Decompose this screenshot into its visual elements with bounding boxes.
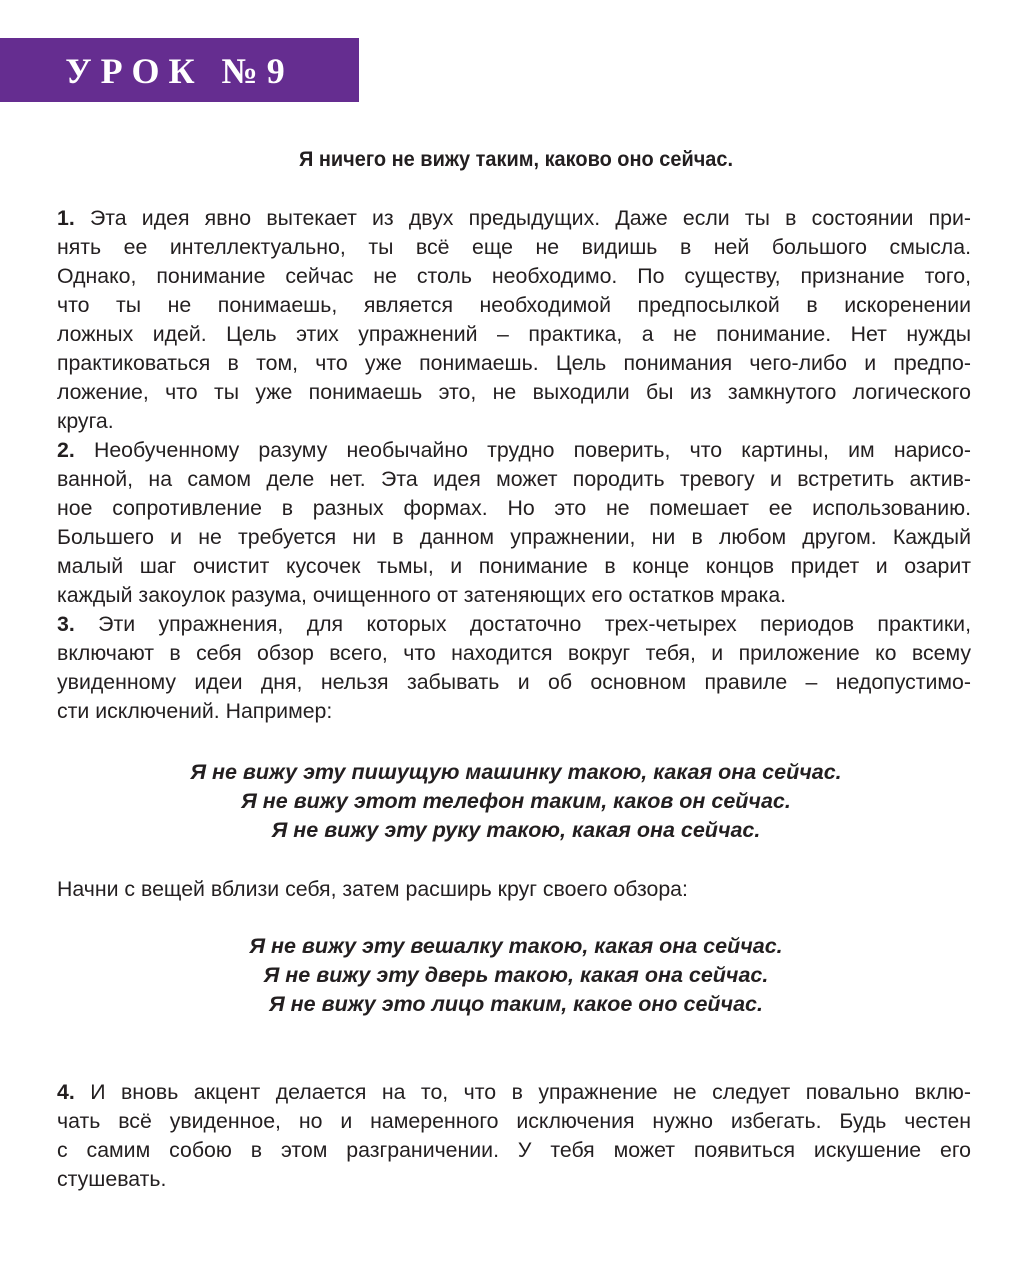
paragraph-4: 4. И вновь акцент делается на то, что в упражнение не следует повально вклю- чать всё увиденное, но и намеренного исключения нужно избегать. Будь честен с самим собою в этом разграничении. У тебя может появиться искушение его стушевать.: [57, 1080, 971, 1191]
lesson-banner: [0, 38, 359, 102]
paragraph-3: 3. Эти упражнения, для которых достаточно трех-четырех периодов практики, включают в себя обзор всего, что находится вокруг тебя, и приложение ко всему увиденному идеи дня, нельзя забывать и об основном правиле – недопустимо- сти исключений. Например:: [57, 612, 971, 723]
paragraph-number: 4.: [57, 1080, 75, 1104]
paragraph-number: 3.: [57, 612, 75, 636]
example-line: Я не вижу эту пишущую машинку такою, какая она сейчас.: [190, 760, 842, 784]
lesson-title: Я ничего не вижу таким, каково оно сейчас.: [298, 148, 734, 171]
example-line: Я не вижу этот телефон таким, каков он сейчас.: [241, 789, 791, 813]
instruction-line: Начни с вещей вблизи себя, затем расширь круг своего обзора:: [57, 877, 688, 901]
example-line: Я не вижу эту вешалку такою, какая она сейчас.: [249, 934, 783, 958]
example-line: Я не вижу эту руку такою, какая она сейчас.: [271, 818, 761, 842]
paragraph-2: 2. Необученному разуму необычайно трудно поверить, что картины, им нарисо- ванной, на самом деле нет. Эта идея может породить тревогу и встретить актив- ное сопротивление в разных формах. Но это не помешает ее использованию. Большего и не требуется ни в данном упражнении, ни в любом другом. Каждый малый шаг очистит кусочек тьмы, и понимание в конце концов придет и озарит каждый закоулок разума, очищенного от затеняющих его остатков мрака.: [57, 438, 971, 607]
example-line: Я не вижу это лицо таким, какое оно сейчас.: [269, 992, 763, 1016]
examples-block-1: [0, 758, 1032, 845]
paragraph-1: 1. Эта идея явно вытекает из двух предыдущих. Даже если ты в состоянии при- нять ее интеллектуально, ты всё еще не видишь в ней большого смысла. Однако, понимание сейчас не столь необходимо. По существу, признание того, что ты не понимаешь, является необходимой предпосылкой в искоренении ложных идей. Цель этих упражнений – практика, а не понимание. Нет нужды практиковаться в том, что уже понимаешь. Цель понимания чего-либо и предпо- ложение, что ты уже понимаешь это, не выходили бы из замкнутого логического круга.: [57, 206, 971, 433]
examples-block-2: [0, 932, 1032, 1019]
paragraph-number: 1.: [57, 206, 75, 230]
example-line: Я не вижу эту дверь такою, какая она сейчас.: [263, 963, 769, 987]
paragraph-number: 2.: [57, 438, 75, 462]
lesson-number: УРОК №9: [65, 51, 294, 91]
